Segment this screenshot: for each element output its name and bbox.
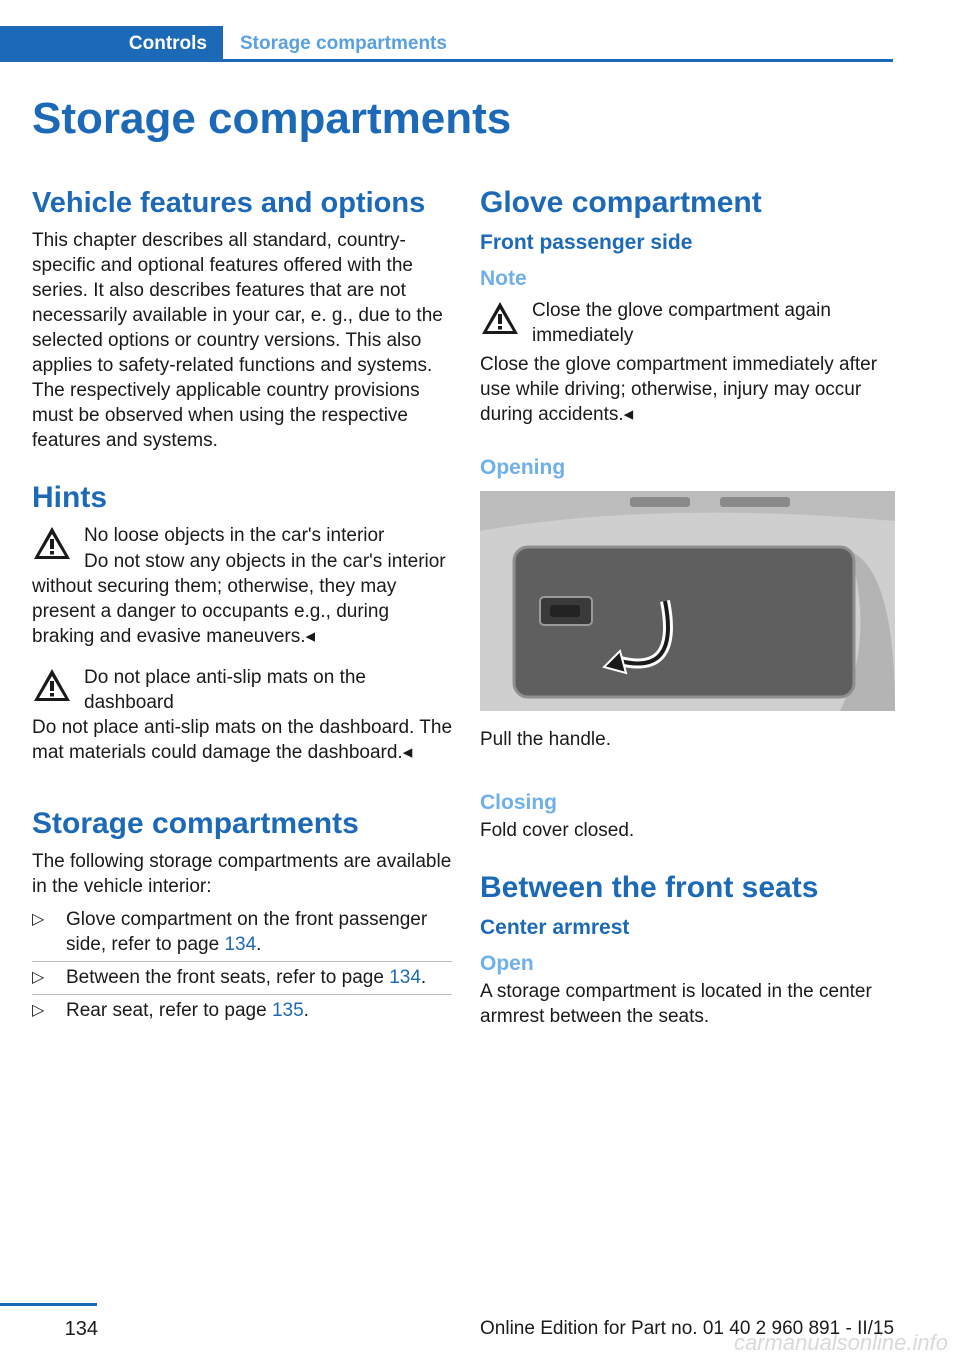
edition-note: Online Edition for Part no. 01 40 2 960 891 - II/15	[480, 1318, 895, 1339]
note-heading: Note	[480, 267, 527, 290]
warning-title-loose-objects: No loose objects in the car's interior	[84, 525, 385, 546]
warning-block-anti-slip-mats	[32, 665, 452, 715]
vehicle-features-heading: Vehicle features and options	[32, 187, 426, 219]
page-link[interactable]: 134	[224, 934, 257, 955]
footer-rule	[0, 1303, 97, 1306]
triangle-bullet-icon: ▷	[32, 969, 45, 986]
center-armrest-heading: Center armrest	[480, 916, 630, 939]
left-column	[32, 184, 452, 1031]
warning-title-glove: Close the glove compartment again immediately	[532, 300, 831, 346]
page-link[interactable]: 135	[271, 1000, 304, 1021]
warning-block-glove	[480, 298, 898, 348]
list-item: ▷ Glove compartment on the front passenger side, refer to page 134.	[32, 907, 452, 957]
warning-text-loose-objects: Do not stow any objects in the car's interior without securing them; otherwise, they may present a danger to occupants e.g., during braking and evasive maneuvers.◂	[32, 551, 446, 647]
front-passenger-heading: Front passenger side	[480, 231, 693, 254]
closing-text: Fold cover closed.	[480, 820, 635, 841]
running-header	[0, 26, 893, 62]
header-section-label[interactable]: Controls	[0, 26, 223, 62]
page-title: Storage compartments	[32, 94, 512, 143]
watermark: carmanualsonline.info	[733, 1330, 948, 1355]
storage-intro-text: The following storage compartments are available in the vehicle interior:	[32, 851, 452, 897]
warning-block-loose-objects	[32, 523, 452, 569]
warning-title-anti-slip-mats: Do not place anti-slip mats on the dashboard	[84, 667, 366, 713]
glove-compartment-photo	[480, 491, 895, 711]
warning-triangle-icon	[32, 525, 72, 561]
vehicle-features-text: This chapter describes all standard, country-specific and optional features offered with the series. It also describes features that are not necessarily available in your car, e. g., due to the selected options or country versions. This also applies to safety-related functions and systems. The respectively applicable country provisions must be observed when using the respective features and systems.	[32, 230, 443, 451]
hints-heading: Hints	[32, 481, 107, 514]
warning-text-glove: Close the glove compartment immediately after use while driving; otherwise, injury may occur during accidents.◂	[480, 354, 878, 425]
list-item: ▷ Rear seat, refer to page 135.	[32, 1000, 309, 1021]
page-number: 134	[64, 1318, 98, 1340]
between-seats-heading: Between the front seats	[480, 871, 819, 904]
storage-compartments-heading: Storage compartments	[32, 807, 359, 840]
open-heading: Open	[480, 952, 534, 975]
right-column	[480, 184, 898, 1029]
warning-text-anti-slip-mats: Do not place anti-slip mats on the dashboard. The mat materials could damage the dashboard.◂	[32, 717, 453, 763]
list-item: ▷ Between the front seats, refer to page 134.	[32, 965, 452, 990]
opening-text: Pull the handle.	[480, 729, 611, 750]
triangle-bullet-icon: ▷	[32, 1002, 45, 1019]
open-text: A storage compartment is located in the center armrest between the seats.	[480, 981, 872, 1027]
storage-list	[32, 907, 452, 1023]
page-link[interactable]: 134	[389, 967, 421, 988]
opening-heading: Opening	[480, 456, 566, 479]
warning-triangle-icon	[480, 300, 520, 336]
warning-triangle-icon	[32, 667, 72, 703]
closing-heading: Closing	[480, 791, 557, 814]
header-topic-label[interactable]: Storage compartments	[240, 33, 447, 54]
triangle-bullet-icon: ▷	[32, 911, 45, 928]
glove-compartment-heading: Glove compartment	[480, 186, 762, 219]
